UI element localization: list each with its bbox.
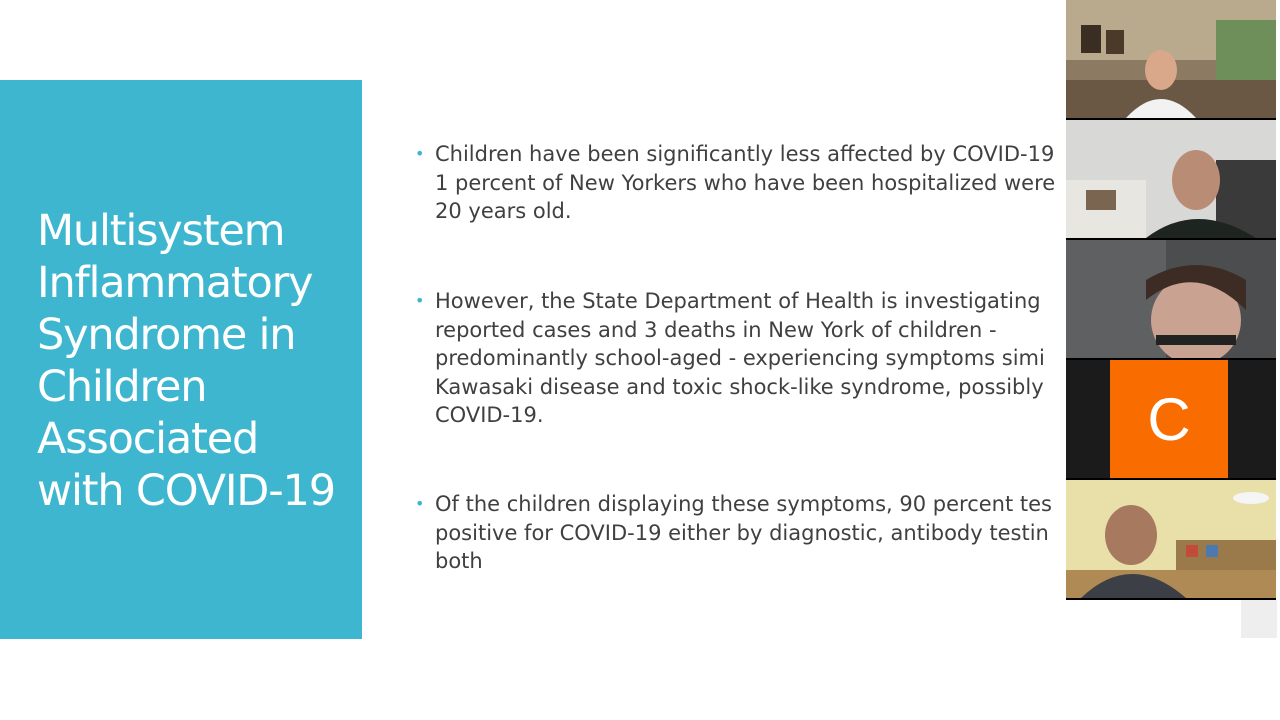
bullet-item xyxy=(415,287,1115,430)
video-feed xyxy=(1066,120,1276,238)
bullet-text: Of the children displaying these symptoms, 90 percent tes positive for COVID-19 either by diagnostic, antibody testin both xyxy=(435,492,1052,573)
slide-title: Multisystem Inflammatory Syndrome in Children Associated with COVID-19 xyxy=(37,206,335,516)
video-feed xyxy=(1066,480,1276,598)
video-tile-participant-4[interactable] xyxy=(1066,360,1276,478)
window-edge xyxy=(1276,0,1280,600)
bullet-item xyxy=(415,140,1115,226)
avatar xyxy=(1110,360,1228,478)
bullet-icon: • xyxy=(415,494,425,513)
video-tile-participant-2[interactable] xyxy=(1066,120,1276,238)
bullet-text: However, the State Department of Health is investigating reported cases and 3 deaths in New York of children - predominantly school-aged - experiencing symptoms simi Kawasaki disease and toxic shock-like syndrome, possibly COVID-19. xyxy=(435,289,1045,427)
gallery-scroll-button[interactable] xyxy=(1241,600,1277,638)
bullet-text: Children have been significantly less affected by COVID-19 1 percent of New Yorkers who have been hospitalized were 20 years old. xyxy=(435,142,1056,223)
bullet-item xyxy=(415,490,1115,576)
avatar-initial: C xyxy=(1147,385,1191,453)
video-feed xyxy=(1066,0,1276,118)
video-tile-participant-5[interactable] xyxy=(1066,480,1276,598)
video-feed xyxy=(1066,240,1276,358)
bullet-icon: • xyxy=(415,291,425,310)
video-tile-participant-1[interactable] xyxy=(1066,0,1276,118)
video-tile-participant-3[interactable] xyxy=(1066,240,1276,358)
bullet-icon: • xyxy=(415,144,425,163)
video-gallery xyxy=(1066,0,1280,600)
